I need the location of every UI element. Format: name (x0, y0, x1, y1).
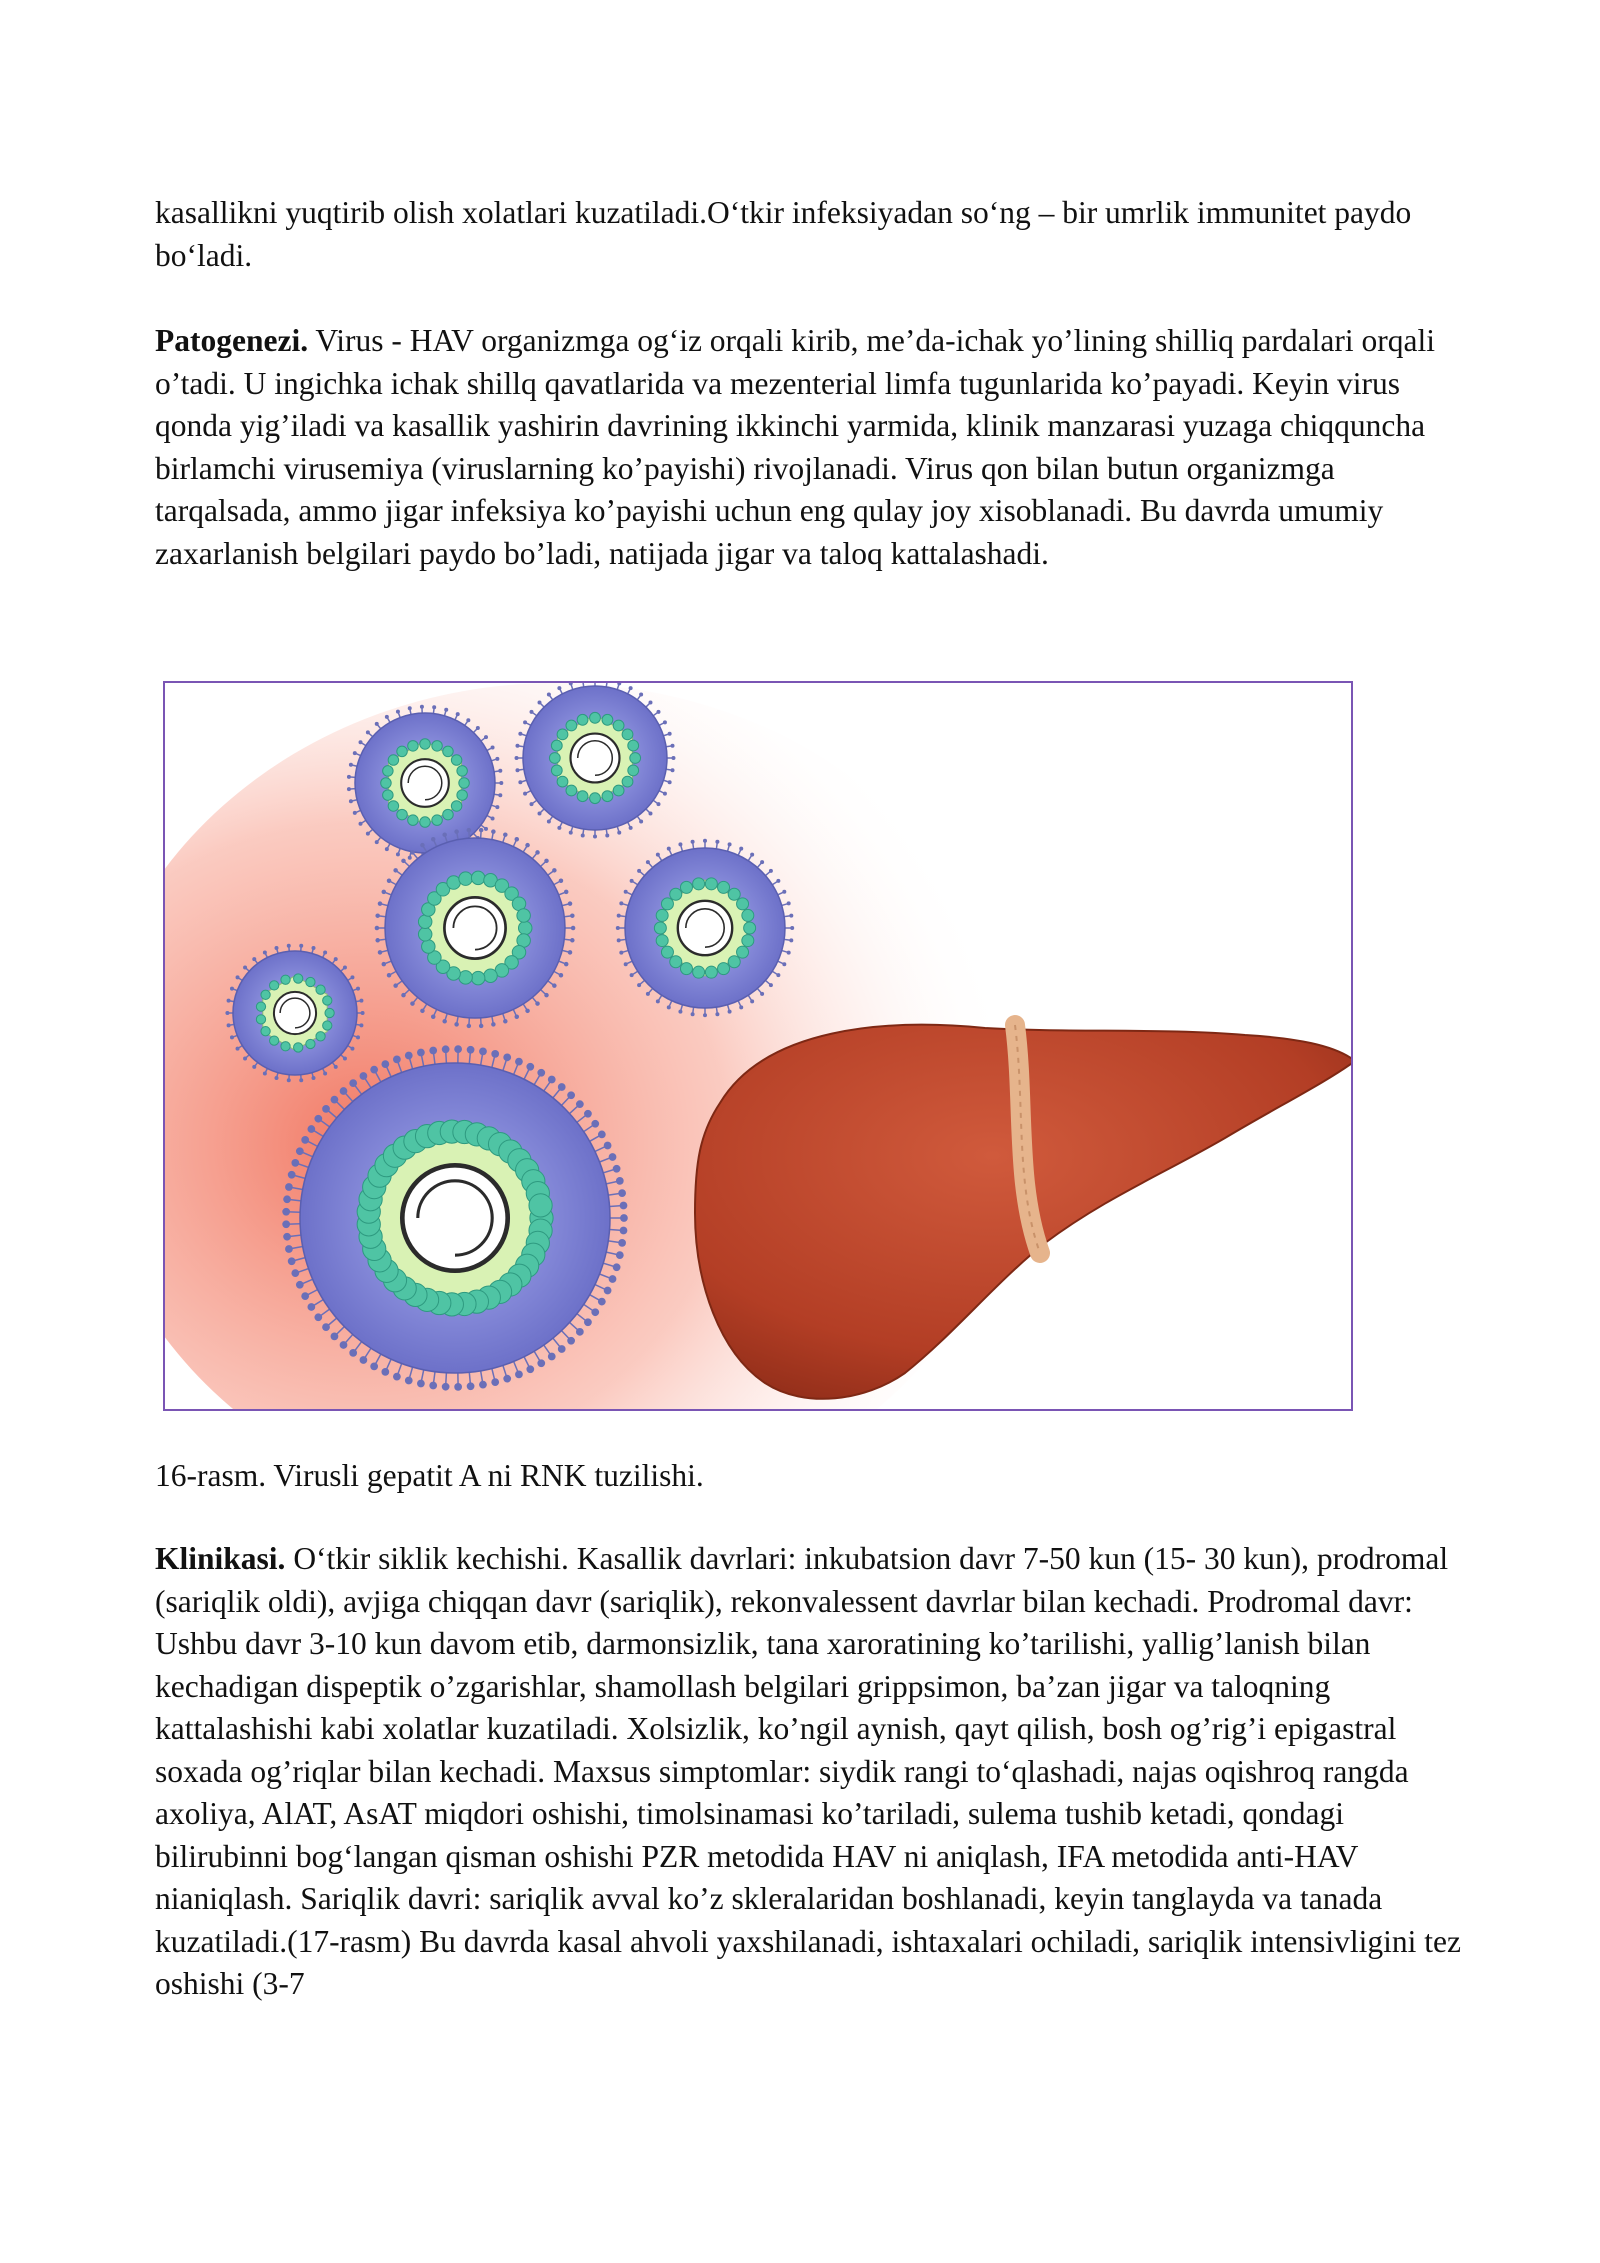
pathogenesis-paragraph (155, 320, 1475, 575)
liver-shape (695, 1025, 1351, 1399)
virus-liver-figure (163, 681, 1353, 1411)
pathogenesis-heading: Patogenezi. (155, 323, 309, 358)
clinical-heading: Klinikasi. (155, 1541, 286, 1576)
clinical-paragraph (155, 1538, 1475, 2006)
clinical-text: O‘tkir siklik kechishi. Kasallik davrlari: inkubatsion davr 7-50 kun (15- 30 kun), prodromal (sariqlik oldi), avjiga chiqqan davr (sariqlik), rekonvalessent davrlar bilan kechadi. Prodromal davr: Ushbu davr 3-10 kun davom etib, darmonsizlik, tana xaroratining ko’tarilishi, yallig’lanish bilan kechadigan dispeptik o’zgarishlar, shamollash belgilari grippsimon, ba’zan jigar va taloqning kattalashishi kabi xolatlar kuzatiladi. Xolsizlik, ko’ngil aynish, qayt qilish, bosh og’rig’i epigastral soxada og’riqlar bilan kechadi. Maxsus simptomlar: siydik rangi to‘qlashadi, najas oqishroq rangda axoliya, AlAT, AsAT miqdori oshishi, timolsinamasi ko’tariladi, sulema tushib ketadi, qondagi bilirubinni bog‘langan qisman oshishi PZR metodida HAV ni aniqlash, IFA metodida anti-HAV nianiqlash. Sariqlik davri: sariqlik avval ko’z skleralaridan boshlanadi, keyin tanglayda va tanada kuzatiladi.(17-rasm) Bu davrda kasal ahvoli yaxshilanadi, ishtaxalari ochiladi, sariqlik intensivligini tez oshishi (3-7 (155, 1541, 1462, 2001)
intro-text: kasallikni yuqtirib olish xolatlari kuzatiladi.O‘tkir infeksiyadan so‘ng – bir umrlik immunitet paydo bo‘ladi. (155, 195, 1412, 273)
intro-paragraph (155, 192, 1475, 277)
figure-caption: 16-rasm. Virusli gepatit A ni RNK tuzilishi. (155, 1458, 704, 1493)
figure-caption-block (155, 1455, 1475, 1498)
virus-liver-illustration (165, 683, 1351, 1409)
pathogenesis-text: Virus - HAV organizmga og‘iz orqali kirib, me’da-ichak yo’lining shilliq pardalari orqali o’tadi. U ingichka ichak shillq qavatlarida va mezenterial limfa tugunlarida ko’payadi. Keyin virus qonda yig’iladi va kasallik yashirin davrining ikkinchi yarmida, klinik manzarasi yuzaga chiqquncha birlamchi virusemiya (viruslarning ko’payishi) rivojlanadi. Virus qon bilan butun organizmga tarqalsada, ammo jigar infeksiya ko’payishi uchun eng qulay joy xisoblanadi. Bu davrda umumiy zaxarlanish belgilari paydo bo’ladi, natijada jigar va taloq kattalashadi. (155, 323, 1435, 571)
